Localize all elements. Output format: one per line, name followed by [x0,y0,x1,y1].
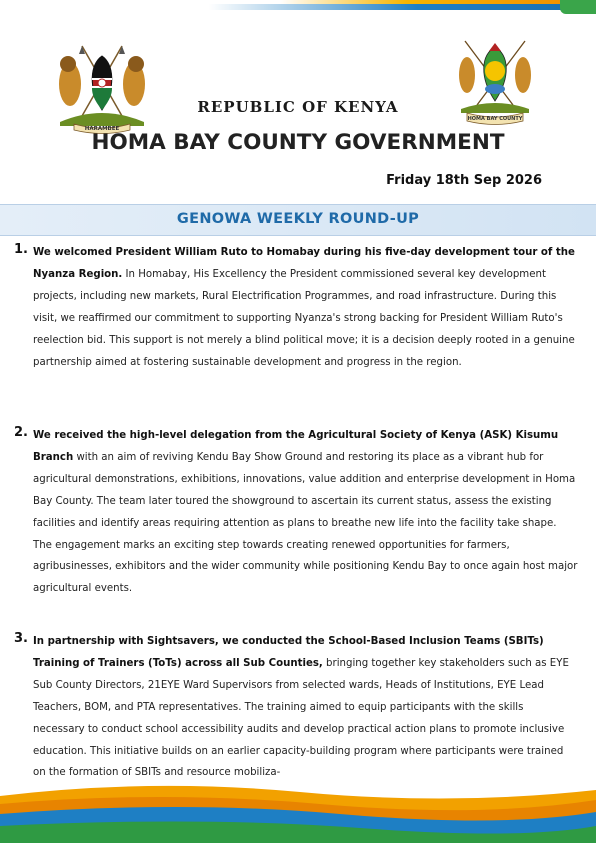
document-date: Friday 18th Sep 2026 [386,173,542,188]
item-number: 1. [14,242,28,257]
item-body: bringing together key stakeholders such as EYE Sub County Directors, 21EYE Ward Supervisors from selected wards, Heads of Institutions, EYE Lead Teachers, BOM, and PTA representatives. The training aimed to equip participants with the skills necessary to conduct school accessibility audits and develop practical action plans to promote inclusive education. This initiative builds on an earlier capacity-building program where participants were trained on the formation of SBITs and resource mobiliza- [33,657,569,779]
item-lead: We welcomed President William Ruto to Homabay during his five-day development tour of the Nyanza Region. [33,247,575,280]
item-lead: We received the high-level delegation from the Agricultural Society of Kenya (ASK) Kisumu Branch [33,430,559,463]
item-body: In Homabay, His Excellency the President commissioned several key development projects, including new markets, Rural Electrification Programmes, and road infrastructure. During this visit, we reaffirmed our commitment to supporting Nyanza's strong backing for President William Ruto's reelection bid. This support is not merely a blind political move; it is a decision deeply rooted in a genuine partnership aimed at fostering sustainable development and progress in the region. [33,268,575,368]
item-number: 3. [14,631,28,646]
svg-text:HOMA BAY COUNTY: HOMA BAY COUNTY [467,116,523,122]
item-lead: In partnership with Sightsavers, we conducted the School-Based Inclusion Teams (SBITs) Training of Trainers (ToTs) across all Sub Counties, [33,636,544,669]
bottom-decorative-band [0,778,596,843]
top-decorative-band [0,0,596,16]
county-government-heading: HOMA BAY COUNTY GOVERNMENT [91,130,505,155]
item-paragraph [33,242,578,373]
section-banner [0,204,596,236]
banner-title: GENOWA WEEKLY ROUND-UP [176,211,420,227]
kenya-coat-of-arms-logo [52,38,152,134]
item-paragraph [33,425,578,600]
republic-heading: REPUBLIC OF KENYA [197,98,399,116]
svg-text:HARAMBEE: HARAMBEE [84,126,120,132]
item-body: with an aim of reviving Kendu Bay Show Ground and restoring its place as a vibrant hub for agricultural demonstrations, exhibitions, innovations, value addition and enterprise development in Homa Bay County. The team later toured the showground to ascertain its current status, assess the existing facilities and identify areas requiring attention as plans to breathe new life into the facility take shape. The engagement marks an exciting step towards creating renewed opportunities for farmers, agribusinesses, exhibitors and the wider community while positioning Kendu Bay to once again host major agricultural events. [33,451,578,595]
item-number: 2. [14,425,28,440]
item-paragraph [33,631,578,784]
